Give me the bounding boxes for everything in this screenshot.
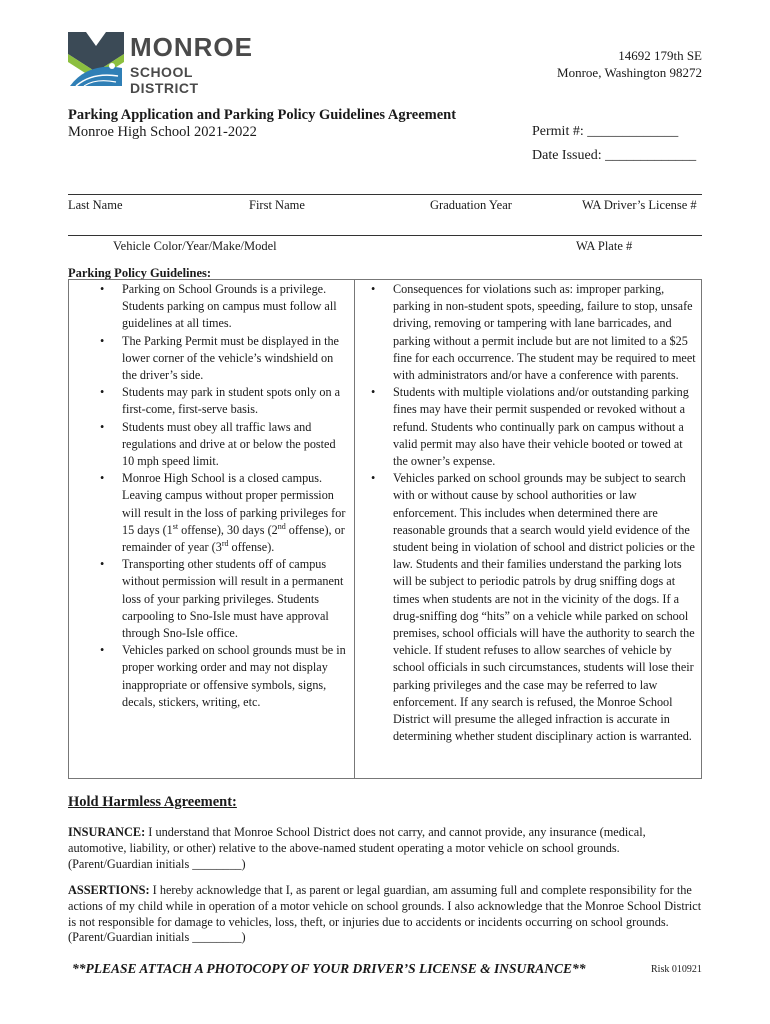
left-guideline-text: Vehicles parked on school grounds must be in proper working order and may not display inappropriate or offensive symbols, signs, decals, stickers, writing, etc. [122,643,346,709]
bullet-icon: • [100,282,105,296]
right-guideline-text: Vehicles parked on school grounds may be subject to search with or without cause by school authorities or law enforcement. This includes when determined there are reasonable grounds that a search would yield evidence of the student being in violation of school and district policies or the law. Students and their families understand the parking lots will be subject to periodic patrols by drug sniffing dogs at times when students are not in the vicinity of the dogs. If a drug-sniffing dog “hits” on a vehicle while parked on school premises, school officials will have the authority to search the vehicle. If student refuses to allow searches of vehicle by school officials in such circumstances, students will lose their parking privileges and the case may be referred to law enforcement. If any search is refused, the Monroe School District will presume the alleged infraction is accurate in determining whether student disciplinary action is warranted. [393,471,695,744]
assertions-text: I hereby acknowledge that I, as parent or legal guardian, am assuming full and complete responsibility for the actions of my child while in operation of a motor vehicle on school grounds. I also acknowledge that the Monroe School District is not responsible for damage to vehicles, loss, theft, or injuries due to accidents or incidents occurring on school grounds. (Parent/Guardian initials ________) [68,883,702,945]
right-guideline-item [371,281,699,384]
bullet-icon: • [100,419,105,434]
left-guideline-item [100,281,346,333]
hold-harmless-title: Hold Harmless Agreement: [68,794,237,810]
bullet-icon: • [371,471,376,486]
bullet-icon: • [100,471,105,486]
right-guideline-text: Students with multiple violations and/or outstanding parking fines may have their permit suspended or revoked without a refund. Students who continually park on campus without a valid permit may also have their vehicle booted or towed at the owner’s expense. [393,385,689,469]
left-guideline-item [100,556,346,642]
document-title: Parking Application and Parking Policy Guidelines Agreement [68,107,457,123]
left-guideline-text: The Parking Permit must be displayed in the lower corner of the vehicle’s windshield on the driver’s side. [122,333,339,383]
district-logo [68,32,258,96]
address-line-1: 14692 179th SE [618,48,702,63]
left-guideline-text: Monroe High School is a closed campus. Leaving campus without proper permission will result in the loss of parking privileges for 15 days (1st offense), 30 days (2nd offense), or remainder of year (3rd offense). [122,471,346,555]
right-guideline-text: Consequences for violations such as: improper parking, parking in non-student spots, speeding, failure to stop, unsafe driving, removing or tampering with lane barricades, and parking without a permit include but are not limited to a $25 fine for each occurrence. The student may be required to meet with administrators and/or have a conference with parents. [393,282,696,383]
right-guideline-item [371,384,699,470]
field-line-1 [68,194,702,195]
left-guideline-item [100,333,346,385]
left-guideline-item [100,384,346,418]
right-guidelines-list [371,281,699,745]
risk-code: Risk 010921 [651,964,702,975]
assertions-label: ASSERTIONS: [68,883,150,897]
document-subtitle: Monroe High School 2021-2022 [68,124,257,140]
bullet-icon: • [100,385,105,400]
insurance-text: I understand that Monroe School District does not carry, and cannot provide, any insurance (medical, automotive, liability, or other) relative to the above-named student operating a motor vehicle on school grounds. (Parent/Guardian initials ________) [68,825,646,871]
graduation-year-label: Graduation Year [430,198,512,212]
field-line-2 [68,235,702,236]
bullet-icon: • [371,385,376,400]
first-name-label: First Name [249,198,305,212]
logo-subtitle: SCHOOL DISTRICT [130,64,199,96]
last-name-label: Last Name [68,198,123,212]
bullet-icon: • [100,333,105,348]
left-guideline-text: Parking on School Grounds is a privilege. Students parking on campus must follow all guidelines at all times. [122,282,337,331]
left-guideline-item [100,470,346,556]
district-address [557,47,702,81]
attach-notice: **PLEASE ATTACH A PHOTOCOPY OF YOUR DRIVER’S LICENSE & INSURANCE** [72,961,586,976]
address-line-2: Monroe, Washington 98272 [557,65,702,80]
date-issued-field: Date Issued: _____________ [532,148,697,163]
guidelines-title: Parking Policy Guidelines: [68,266,212,280]
bullet-icon: • [100,557,105,572]
drivers-license-label: WA Driver’s License # [582,198,697,212]
insurance-paragraph [68,825,702,872]
guidelines-divider [354,279,355,779]
left-guideline-item [100,419,346,471]
monroe-logo-icon [68,32,124,86]
guidelines-right-column [371,281,699,745]
left-guideline-item [100,642,346,711]
left-guideline-text: Transporting other students off of campus without permission will result in a permanent loss of your parking privileges. Students carpooling to Sno-Isle must have approval through Sno-Isle office. [122,557,344,641]
bullet-icon: • [371,282,376,296]
plate-number-label: WA Plate # [576,239,633,253]
permit-number-field: Permit #: _____________ [532,124,679,139]
left-guideline-text: Students must obey all traffic laws and regulations and drive at or below the posted 10 mph speed limit. [122,419,336,469]
insurance-label: INSURANCE: [68,825,146,839]
guidelines-left-column [100,281,346,711]
vehicle-info-label: Vehicle Color/Year/Make/Model [113,239,277,253]
left-guideline-text: Students may park in student spots only on a first-come, first-serve basis. [122,385,341,417]
logo-name: MONROE [130,32,253,62]
bullet-icon: • [100,643,105,658]
assertions-paragraph [68,883,702,946]
left-guidelines-list [100,281,346,711]
right-guideline-item [371,470,699,745]
